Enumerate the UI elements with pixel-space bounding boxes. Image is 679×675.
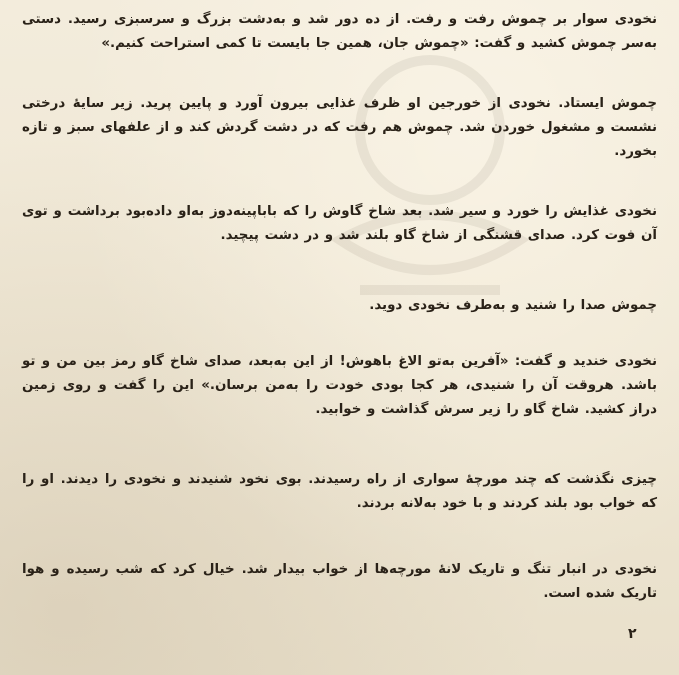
faded-watermark-illustration	[300, 40, 560, 320]
paragraph-5: نخودی خندید و گفت: «آفرین به‌تو الاغ باهوش! از این به‌بعد، صدای شاخ گاو رمز بین من و تو باشد. هروقت آن را شنیدی، هر کجا بودی خودت را به‌من برسان.» این را گفت و روی زمین دراز کشید. شاخ گاو را زیر سرش گذاشت و خوابید.	[22, 354, 657, 417]
paragraph-1: نخودی سوار بر چموش رفت و رفت. از ده دور شد و به‌دشت بزرگ و سرسبزی رسید. دستی به‌سر چموش کشید و گفت: «چموش جان، همین جا بایست تا کمی استراحت کنیم.»	[22, 12, 657, 51]
paragraph-2: چموش ایستاد. نخودی از خورجین او ظرف غذایی بیرون آورد و پایین پرید. زیر سایهٔ درختی نشست و مشغول خوردن شد. چموش هم رفت که در دشت گردش کند و از علفهای سبز و تازه بخورد.	[22, 96, 657, 159]
paragraph-6: چیزی نگذشت که چند مورچهٔ سواری از راه رسیدند. بوی نخود شنیدند و نخودی را دیدند. او را که خواب بود بلند کردند و با خود به‌لانه بردند.	[22, 472, 657, 511]
paragraph-4: چموش صدا را شنید و به‌طرف نخودی دوید.	[369, 298, 657, 313]
paragraph-3: نخودی غذایش را خورد و سیر شد. بعد شاخ گاوش را که باباپینه‌دوز به‌او داده‌بود برداشت و توی آن فوت کرد. صدای قشنگی از شاخ گاو بلند شد و در دشت پیچید.	[22, 204, 657, 243]
paragraph-7: نخودی در انبار تنگ و تاریک لانهٔ مورچه‌ها از خواب بیدار شد. خیال کرد که شب رسیده و هوا تاریک شده است.	[22, 562, 657, 601]
page-number: ۲	[628, 626, 637, 642]
